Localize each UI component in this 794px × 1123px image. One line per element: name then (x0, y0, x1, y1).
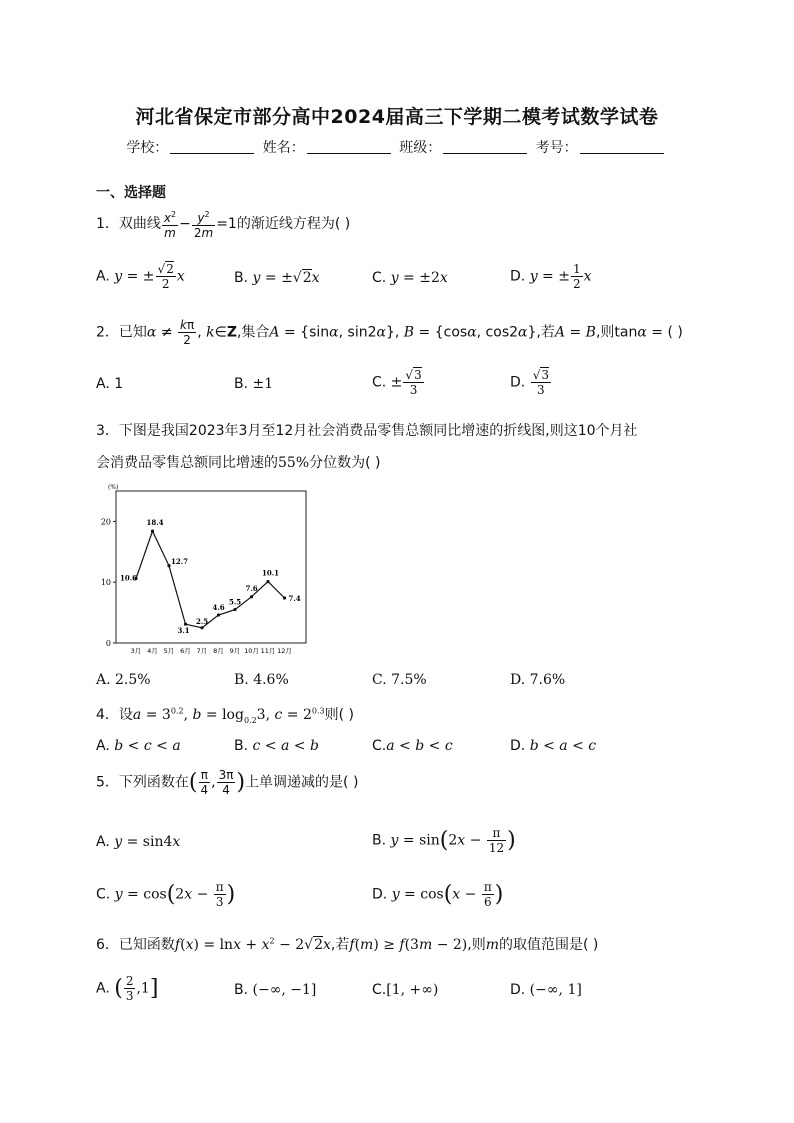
school-blank[interactable] (170, 141, 254, 154)
option-d[interactable]: D. $\frac{√3}{3}$ (510, 368, 549, 397)
question-1: 1．双曲线 $\frac{x^2}{m}$ − $\frac{y^2}{2m}$ =1的渐近线方程为( ) (96, 210, 351, 240)
data-point (200, 626, 203, 629)
option-d[interactable]: D. b < a < c (510, 738, 597, 754)
number-label: 考号： (535, 140, 578, 156)
option-a[interactable]: A. ( $\frac{2}{3}$ ,1] (96, 974, 159, 1003)
data-label: 10.1 (262, 568, 280, 578)
x-tick-label: 10月 (244, 647, 259, 655)
class-blank[interactable] (443, 141, 527, 154)
data-point (233, 608, 236, 611)
x-tick-label: 12月 (277, 647, 292, 655)
name-label: 姓名： (262, 140, 305, 156)
x-tick-label: 11月 (260, 647, 276, 655)
option-c[interactable]: C. 7.5% (372, 672, 427, 688)
number-blank[interactable] (580, 141, 664, 154)
option-d[interactable]: D. y = ± $\frac{1}{2}$ x (510, 262, 592, 291)
data-label: 3.1 (177, 626, 190, 636)
y-tick-label: 10 (100, 578, 111, 588)
option-a[interactable]: A. b < c < a (96, 738, 181, 754)
option-a[interactable]: A. 1 (96, 376, 124, 392)
data-label: 12.7 (171, 556, 189, 566)
question-6: 6．已知函数$f(x) = \ln x + x^2 - 2√2x$,若f(m) ≥ f(3m − 2),则m的取值范围是( ) (96, 936, 599, 953)
student-info-line (0, 137, 794, 157)
x-tick-label: 6月 (180, 647, 191, 655)
data-label: 2.5 (196, 616, 209, 626)
question-4: 4．设$a = 3^{0.2}$, $b = \log_{0.2}3$, $c = 2^{0.3}$则( ) (96, 706, 354, 725)
data-point (217, 613, 220, 616)
data-label: 5.5 (229, 597, 242, 607)
option-c[interactable]: C. ± $\frac{√3}{3}$ (372, 368, 422, 397)
option-c[interactable]: C. y = ±2x (372, 270, 448, 286)
x-tick-label: 7月 (196, 647, 208, 655)
question-2: 2．已知α ≠ $\frac{k\pi}{2}$ , k∈Z,集合A = {sinα, sin2α}, B = {cosα, cos2α},若A = B,则tanα = ( ) (96, 318, 683, 347)
x-tick-label: 5月 (163, 647, 175, 655)
question-3-line-2: 会消费品零售总额同比增速的55%分位数为( ) (96, 455, 381, 471)
option-a[interactable]: A. y = sin4x (96, 834, 181, 850)
data-point (266, 580, 269, 583)
question-5: 5．下列函数在( $\frac{\pi}{4}$ , $\frac{3\pi}{4}$ )上单调递减的是( ) (96, 768, 359, 797)
name-blank[interactable] (307, 141, 391, 154)
page-title: 河北省保定市部分高中2024届高三下学期二模考试数学试卷 (135, 106, 659, 128)
option-b[interactable]: B. y = sin(2x − $\frac{\pi}{12}$ ) (372, 826, 516, 855)
y-tick-label: 0 (105, 639, 111, 648)
x-tick-label: 4月 (147, 647, 158, 655)
formula: $\frac{x^2}{m}$ (163, 210, 177, 240)
x-tick-label: 9月 (229, 647, 241, 655)
data-point (283, 596, 286, 599)
data-point (151, 530, 154, 533)
option-a[interactable]: A. y = ± $\frac{√2}{2}$ x (96, 262, 185, 291)
option-b[interactable]: B. (−∞, −1] (234, 982, 317, 998)
option-d[interactable]: D. 7.6% (510, 672, 566, 688)
formula: $\frac{y^2}{2m}$ (193, 210, 214, 240)
option-c[interactable]: C.[1, +∞) (372, 982, 439, 998)
option-c[interactable]: C.a < b < c (372, 738, 453, 754)
data-point (250, 595, 253, 598)
question-3-line-1: 3．下图是我国2023年3月至12月社会消费品零售总额同比增速的折线图,则这10个月社 (96, 423, 638, 439)
series-line (136, 531, 285, 628)
y-axis-label: (%) (108, 484, 119, 491)
line-chart-svg (96, 483, 310, 659)
x-tick-label: 8月 (213, 647, 224, 655)
option-b[interactable]: B. 4.6% (234, 672, 289, 688)
school-label: 学校： (126, 140, 169, 156)
option-b[interactable]: B. y = ±√2x (234, 270, 320, 286)
line-chart (96, 483, 310, 659)
option-a[interactable]: A. 2.5% (96, 672, 151, 688)
option-c[interactable]: C. y = cos(2x − $\frac{\pi}{3}$ ) (96, 880, 236, 909)
class-label: 班级： (399, 140, 442, 156)
option-b[interactable]: B. ±1 (234, 376, 274, 392)
data-label: 7.4 (288, 594, 301, 604)
data-label: 4.6 (212, 603, 225, 613)
section-heading: 一、选择题 (96, 185, 166, 201)
x-tick-label: 3月 (130, 647, 142, 655)
option-d[interactable]: D. y = cos(x − $\frac{\pi}{6}$ ) (372, 880, 504, 909)
y-tick-label: 20 (100, 517, 111, 527)
option-b[interactable]: B. c < a < b (234, 738, 319, 754)
data-label: 18.4 (146, 518, 164, 528)
data-label: 7.6 (245, 583, 258, 593)
data-label: 10.6 (120, 573, 138, 583)
option-d[interactable]: D. (−∞, 1] (510, 982, 582, 998)
